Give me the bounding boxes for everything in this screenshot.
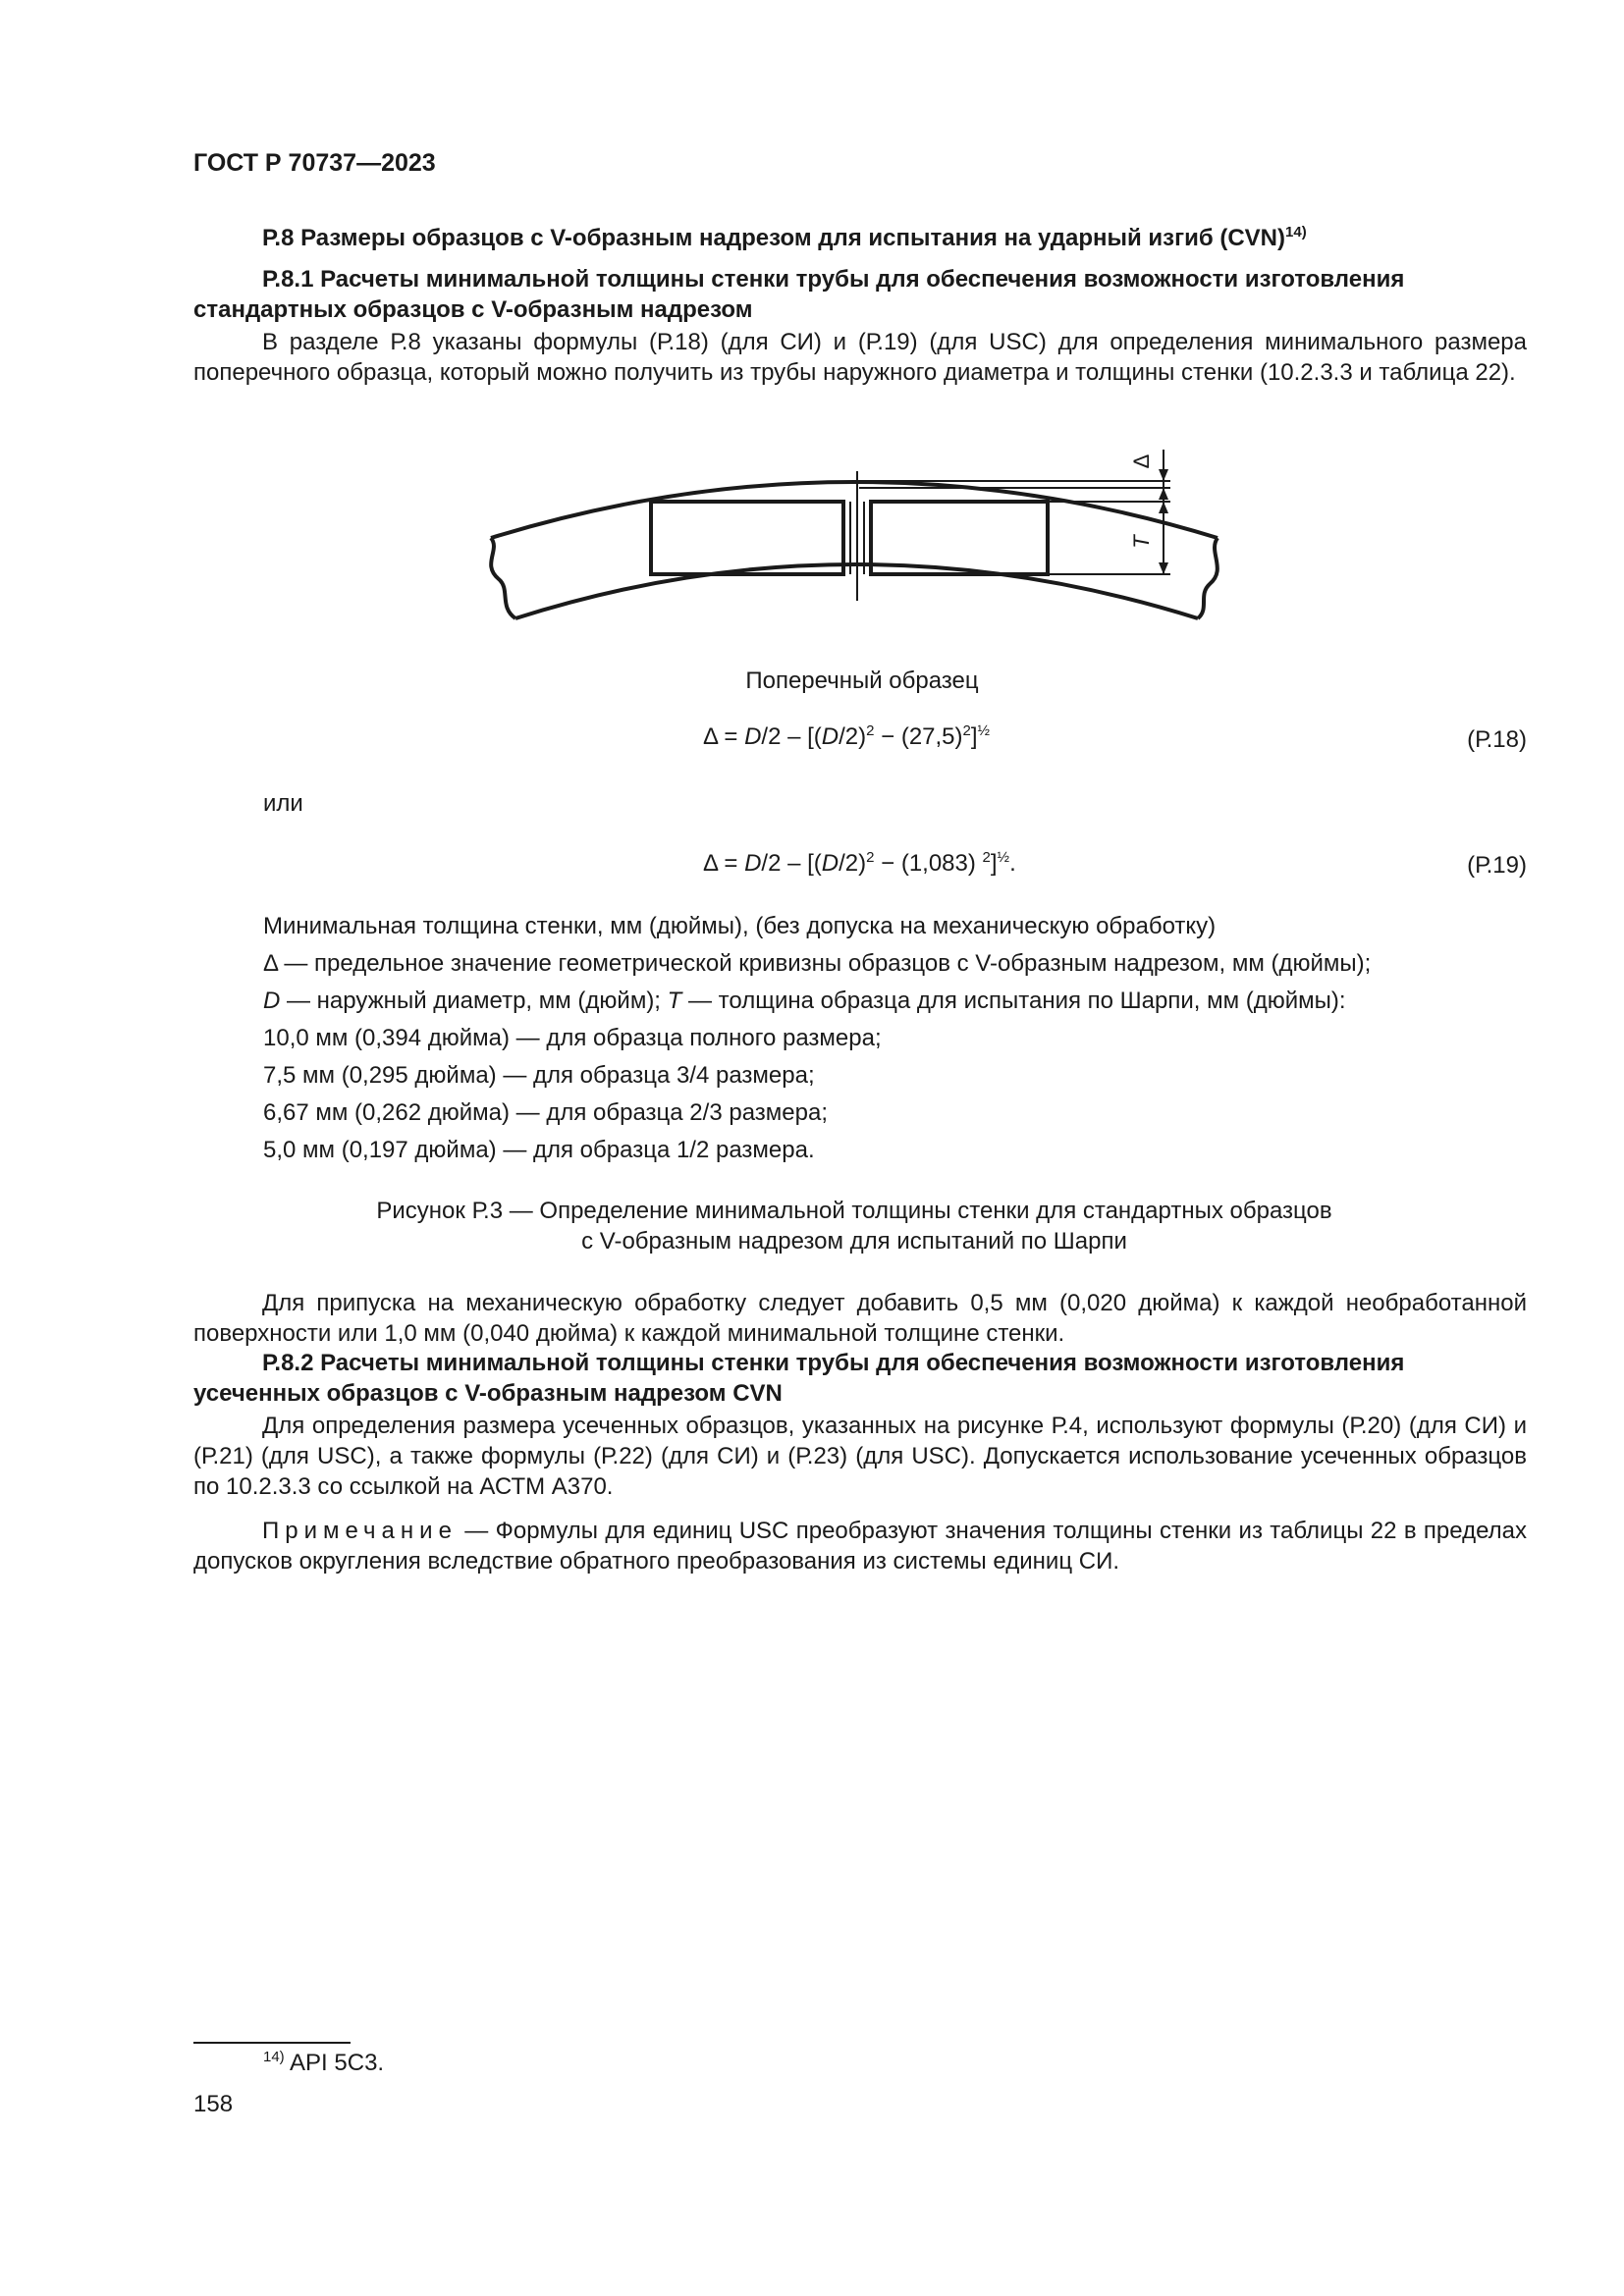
- note-paragraph: [193, 1516, 1527, 1576]
- note-text: — Формулы для единиц USC преобразуют значения толщины стенки из таблицы 22 в пределах допусков округления вследствие обратного преобразования из системы единиц СИ.: [193, 1518, 1527, 1575]
- legend-line-2: Δ — предельное значение геометрической кривизны образцов с V-образным надрезом, мм (дюймы);: [263, 950, 1372, 977]
- section-p82-title-line2: усеченных образцов с V-образным надрезом CVN: [193, 1380, 783, 1407]
- section-p8-title: [262, 224, 1307, 253]
- section-p81-body: В разделе Р.8 указаны формулы (Р.18) (для СИ) и (Р.19) (для USC) для определения минимального размера поперечного образца, который можно получить из трубы наружного диаметра и толщины стенки (10.2.3.3 и таблица 22).: [193, 329, 1527, 386]
- footnote-ref: 14): [1285, 224, 1307, 240]
- section-p82-body: Для определения размера усеченных образцов, указанных на рисунке Р.4, используют формулы (Р.20) (для СИ) и (Р.21) (для USC), а также формулы (Р.22) (для СИ) и (Р.23) (для USC). Допускается использование усеченных образцов по 10.2.3.3 со ссылкой на АСТМ А370.: [193, 1413, 1527, 1500]
- legend-item: 10,0 мм (0,394 дюйма) — для образца полного размера;: [263, 1025, 882, 1051]
- figure-subcaption: Поперечный образец: [745, 667, 979, 694]
- arrow-delta-top: [1159, 469, 1168, 481]
- document-header: ГОСТ Р 70737—2023: [193, 149, 436, 177]
- arrow-delta-bottom: [1159, 488, 1168, 500]
- footnote-separator: [193, 2042, 351, 2044]
- footnote-mark: 14): [263, 2049, 285, 2065]
- footnote-text: API 5C3.: [284, 2050, 385, 2076]
- arrow-t-bottom: [1159, 562, 1168, 574]
- equation-number-p19: (Р.19): [1467, 852, 1527, 879]
- section-p81-title-line2: стандартных образцов с V-образным надрезом: [193, 296, 753, 323]
- section-p81-title-line1: Р.8.1 Расчеты минимальной толщины стенки трубы для обеспечения возможности изготовления: [262, 266, 1405, 293]
- equation-number-p18: (Р.18): [1467, 726, 1527, 753]
- machining-paragraph: Для припуска на механическую обработку следует добавить 0,5 мм (0,020 дюйма) к каждой необработанной поверхности или 1,0 мм (0,040 дюйма) к каждой минимальной толщине стенки.: [193, 1290, 1527, 1347]
- legend-item: 6,67 мм (0,262 дюйма) — для образца 2/3 размера;: [263, 1099, 828, 1126]
- note-label: Примечание: [262, 1518, 458, 1544]
- footnote: [263, 2050, 384, 2077]
- arrow-t-top: [1159, 502, 1168, 513]
- figure-caption-line1: Рисунок Р.3 — Определение минимальной толщины стенки для стандартных образцов: [376, 1198, 1332, 1224]
- formula-p18: $\Delta = D/2 - [(D/2)^2 - (27,5)^2]^{\frac{1}{2}}$: [703, 722, 991, 750]
- pipe-break-right: [1198, 538, 1218, 618]
- pipe-break-left: [491, 538, 515, 618]
- or-text: или: [263, 790, 303, 817]
- legend-item: 5,0 мм (0,197 дюйма) — для образца 1/2 размера.: [263, 1137, 815, 1163]
- legend-line-1: Минимальная толщина стенки, мм (дюймы), (без допуска на механическую обработку): [263, 913, 1217, 939]
- section-p8-title-text: Р.8 Размеры образцов с V-образным надрезом для испытания на ударный изгиб (CVN): [262, 225, 1286, 251]
- legend-line-3: D — наружный диаметр, мм (дюйм); T — толщина образца для испытания по Шарпи, мм (дюймы):: [263, 988, 1346, 1014]
- section-p82-title-line1: Р.8.2 Расчеты минимальной толщины стенки трубы для обеспечения возможности изготовления: [262, 1350, 1405, 1376]
- t-dimension-label: T: [1129, 535, 1154, 549]
- figure-caption-line2: с V-образным надрезом для испытаний по Шарпи: [581, 1228, 1127, 1255]
- pipe-outer-arc: [491, 482, 1218, 538]
- specimen-figure: [471, 432, 1257, 648]
- formula-p19: $\Delta = D/2 - [(D/2)^2 - (1,083)$ $^2$]$^{\frac{1}{2}}$.: [703, 849, 1016, 877]
- delta-dimension-label: Δ: [1129, 454, 1154, 469]
- page-number: 158: [193, 2091, 234, 2117]
- legend-item: 7,5 мм (0,295 дюйма) — для образца 3/4 размера;: [263, 1062, 815, 1089]
